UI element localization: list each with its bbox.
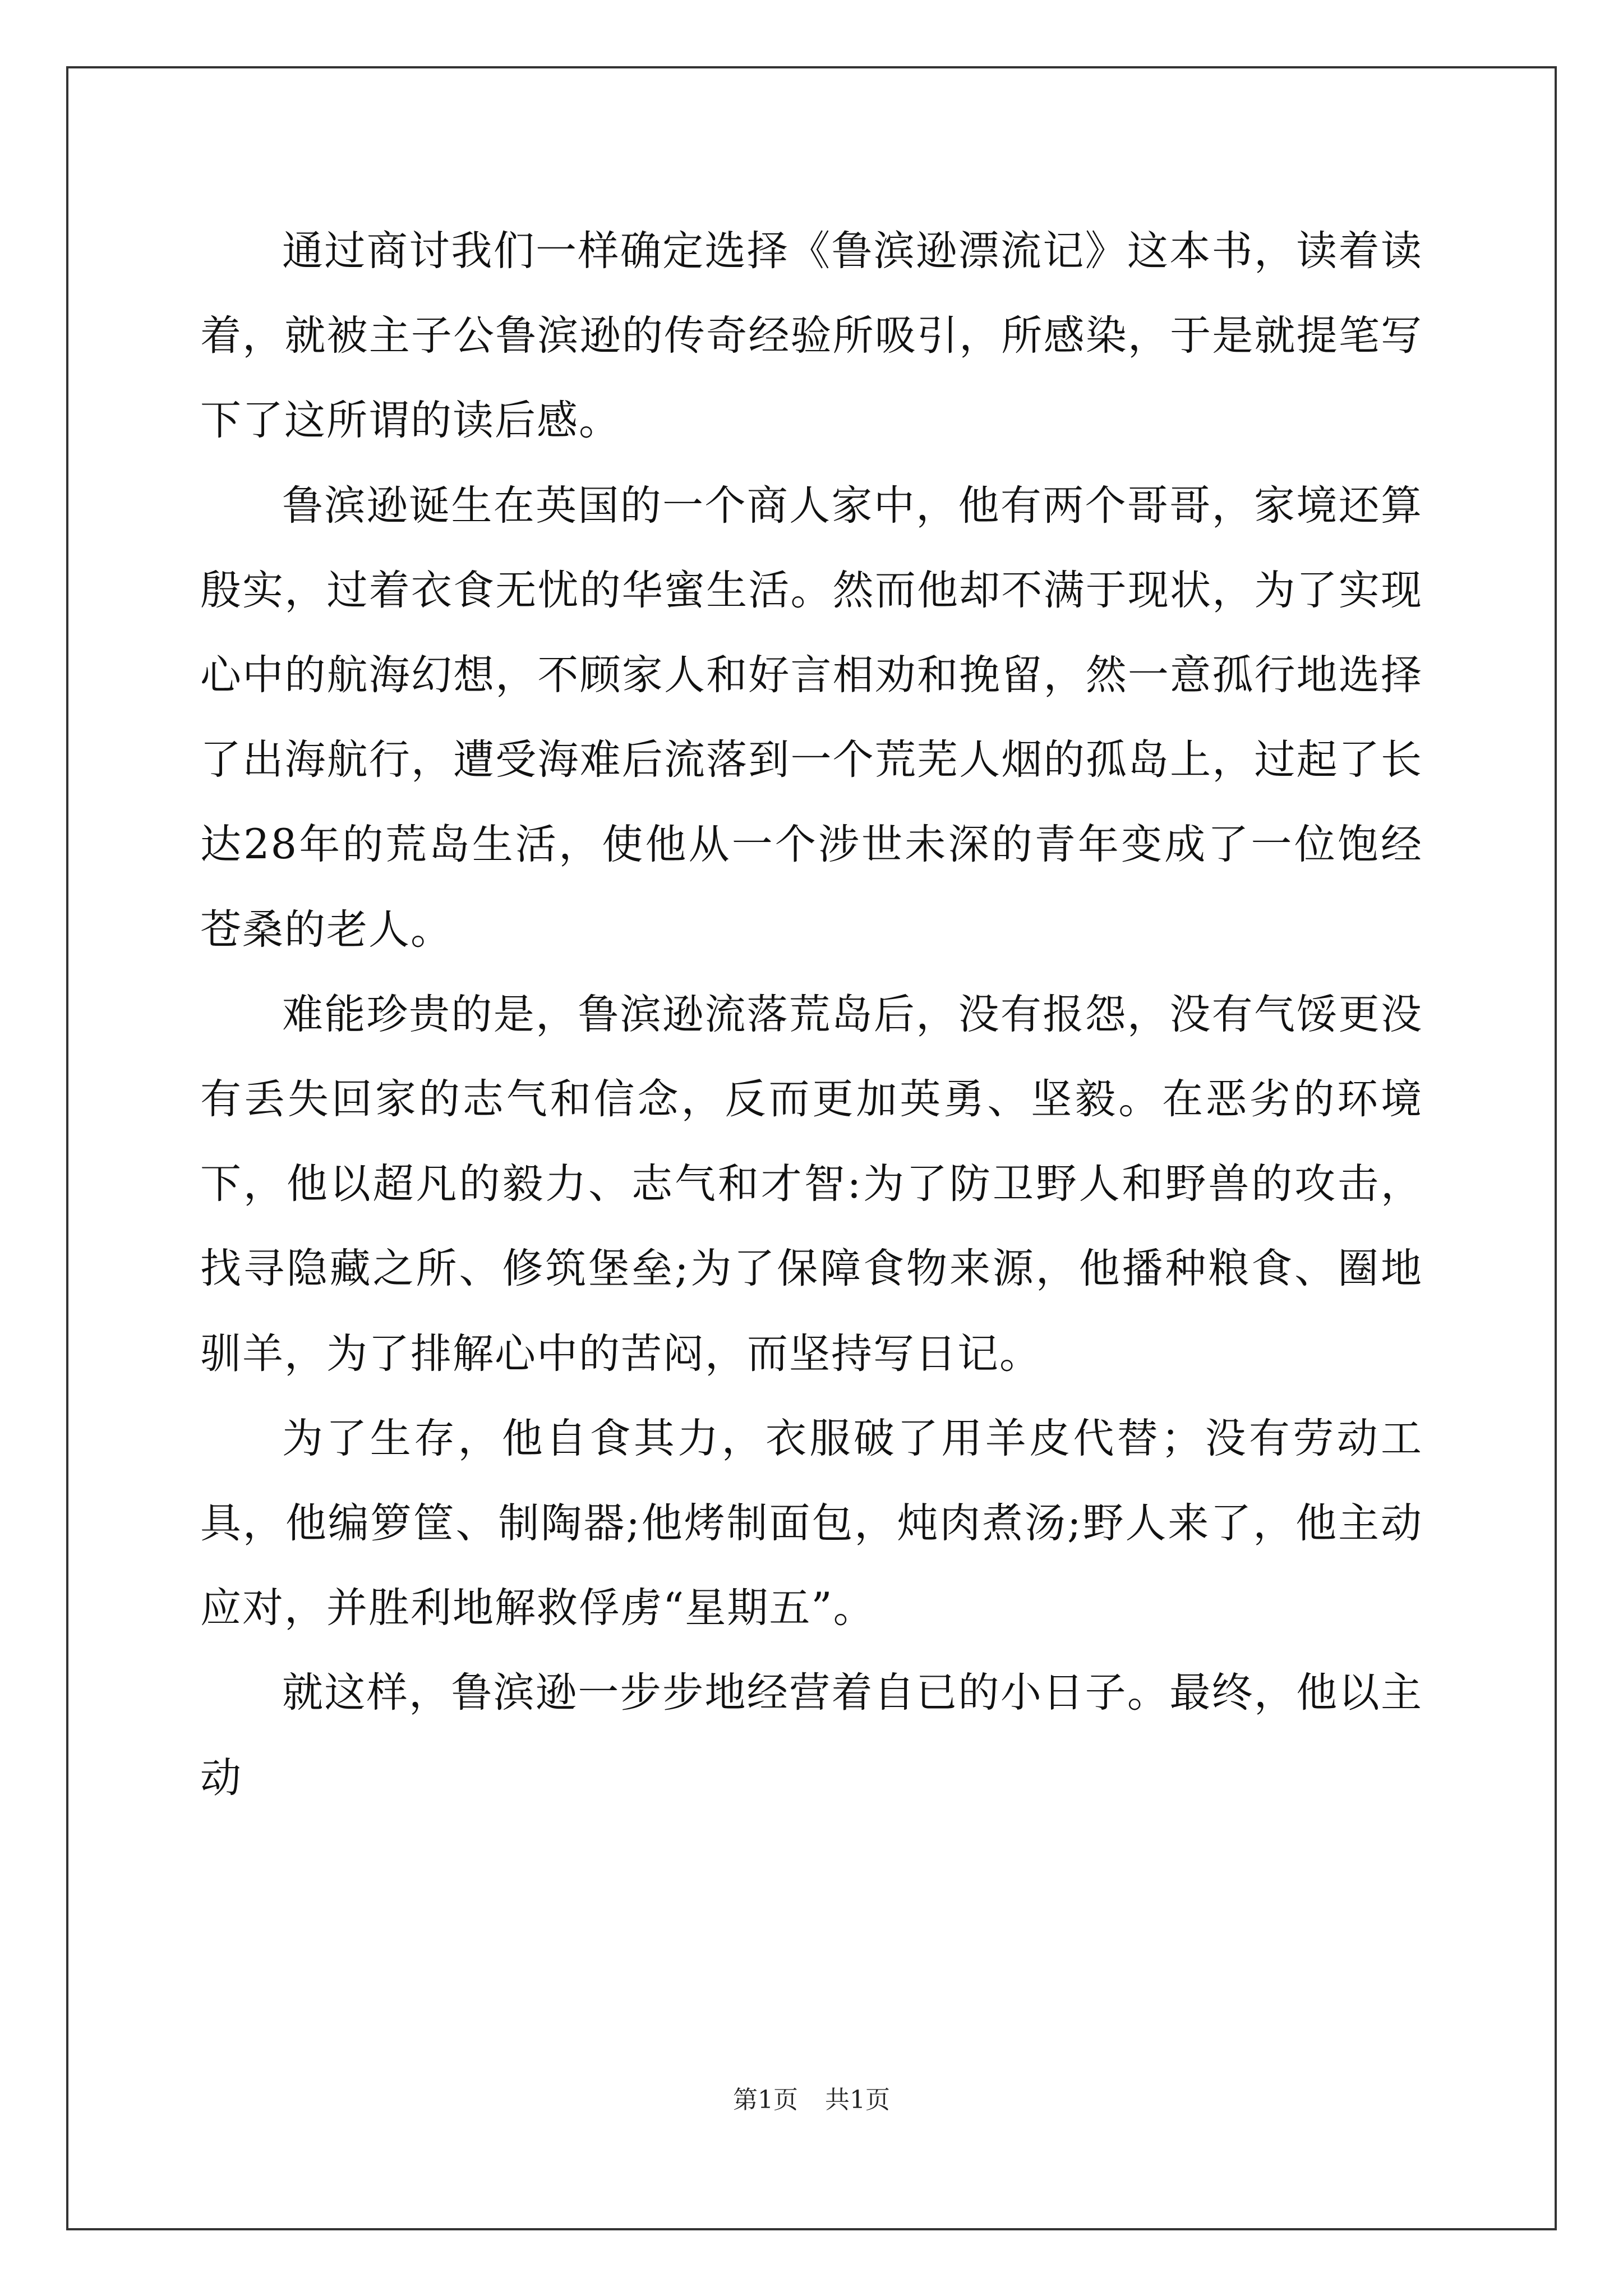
paragraph-2: 鲁滨逊诞生在英国的一个商人家中，他有两个哥哥，家境还算殷实，过着衣食无忧的华蜜生活。然而他却不满于现状，为了实现心中的航海幻想，不顾家人和好言相劝和挽留，然一意孤行地选择了出海航行，遭受海难后流落到一个荒芜人烟的孤岛上，过起了长达28年的荒岛生活，使他从一个涉世未深的青年变成了一位饱经苍桑的老人。 bbox=[200, 481, 1423, 954]
paragraph-3: 难能珍贵的是，鲁滨逊流落荒岛后，没有报怨，没有气馁更没有丢失回家的志气和信念，反而更加英勇、坚毅。在恶劣的环境下，他以超凡的毅力、志气和才智:为了防卫野人和野兽的攻击，找寻隐藏之所、修筑堡垒;为了保障食物来源，他播种粮食、圈地驯羊，为了排解心中的苦闷，而坚持写日记。 bbox=[200, 990, 1423, 1378]
paragraph-1: 通过商讨我们一样确定选择《鲁滨逊漂流记》这本书，读着读着，就被主子公鲁滨逊的传奇经验所吸引，所感染，于是就提笔写下了这所谓的读后感。 bbox=[200, 227, 1423, 445]
document-body bbox=[200, 209, 1423, 1820]
page-number: 第1页 bbox=[733, 2086, 798, 2114]
paragraph-4: 为了生存，他自食其力，衣服破了用羊皮代替；没有劳动工具，他编箩筐、制陶器;他烤制面包，炖肉煮汤;野人来了，他主动应对，并胜利地解救俘虏“星期五”。 bbox=[200, 1414, 1423, 1632]
paragraph-5: 就这样，鲁滨逊一步步地经营着自已的小日子。最终，他以主动 bbox=[200, 1669, 1423, 1802]
page-total: 共1页 bbox=[825, 2086, 890, 2114]
page-footer bbox=[0, 2083, 1623, 2117]
